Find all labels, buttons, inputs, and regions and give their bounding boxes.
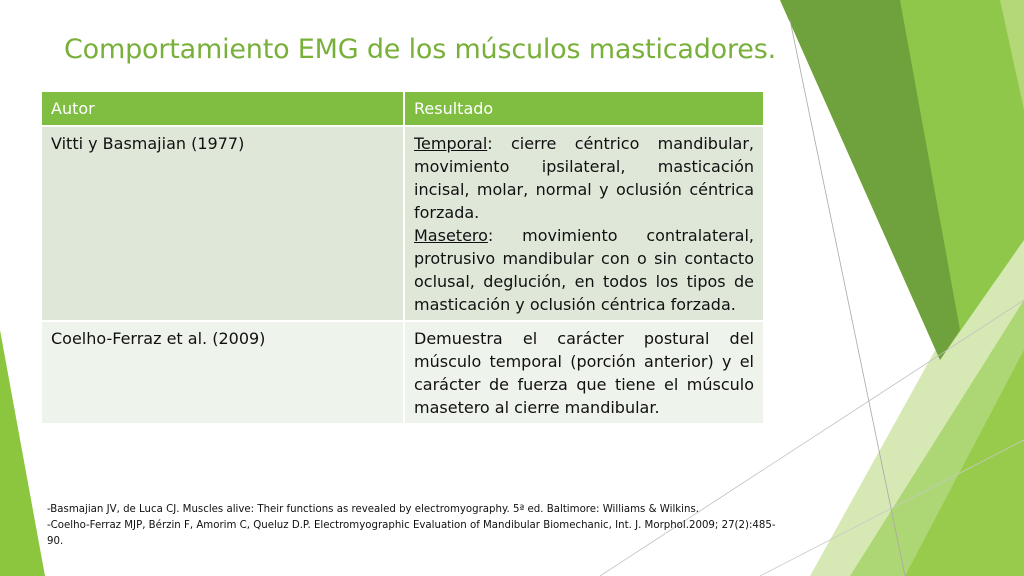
muscle-term-masetero: Masetero — [414, 226, 488, 245]
reference-item: -Basmajian JV, de Luca CJ. Muscles alive: Their functions as revealed by electromyography. 5ª ed. Baltimore: Williams & Wilkins. — [47, 504, 700, 515]
author-cell: Coelho-Ferraz et al. (2009) — [42, 321, 404, 423]
column-header-author: Autor — [42, 92, 404, 126]
references — [47, 502, 777, 550]
author-cell: Vitti y Basmajian (1977) — [42, 126, 404, 321]
reference-item: -Coelho-Ferraz MJP, Bérzin F, Amorim C, Queluz D.P. Electromyographic Evaluation of Mandibular Biomechanic, Int. J. Morphol.2009; 27(2):485-90. — [47, 520, 776, 547]
table-row — [42, 321, 764, 423]
column-header-result: Resultado — [404, 92, 764, 126]
emg-results-table — [42, 92, 765, 423]
masetero-description: : movimiento contralateral, protrusivo mandibular con o sin contacto oclusal, deglución, en todos los tipos de masticación y oclusión céntrica forzada. — [414, 226, 754, 314]
result-cell — [404, 126, 764, 321]
muscle-term-temporal: Temporal — [414, 134, 488, 153]
result-cell: Demuestra el carácter postural del músculo temporal (porción anterior) y el carácter de fuerza que tiene el músculo masetero al cierre mandibular. — [404, 321, 764, 423]
table-header-row — [42, 92, 764, 126]
decor-shape-left — [0, 330, 45, 576]
temporal-description: : cierre céntrico mandibular, movimiento ipsilateral, masticación incisal, molar, normal y oclusión céntrica forzada. — [414, 134, 754, 222]
table-row — [42, 126, 764, 321]
slide-title: Comportamiento EMG de los músculos masticadores. — [64, 34, 776, 65]
